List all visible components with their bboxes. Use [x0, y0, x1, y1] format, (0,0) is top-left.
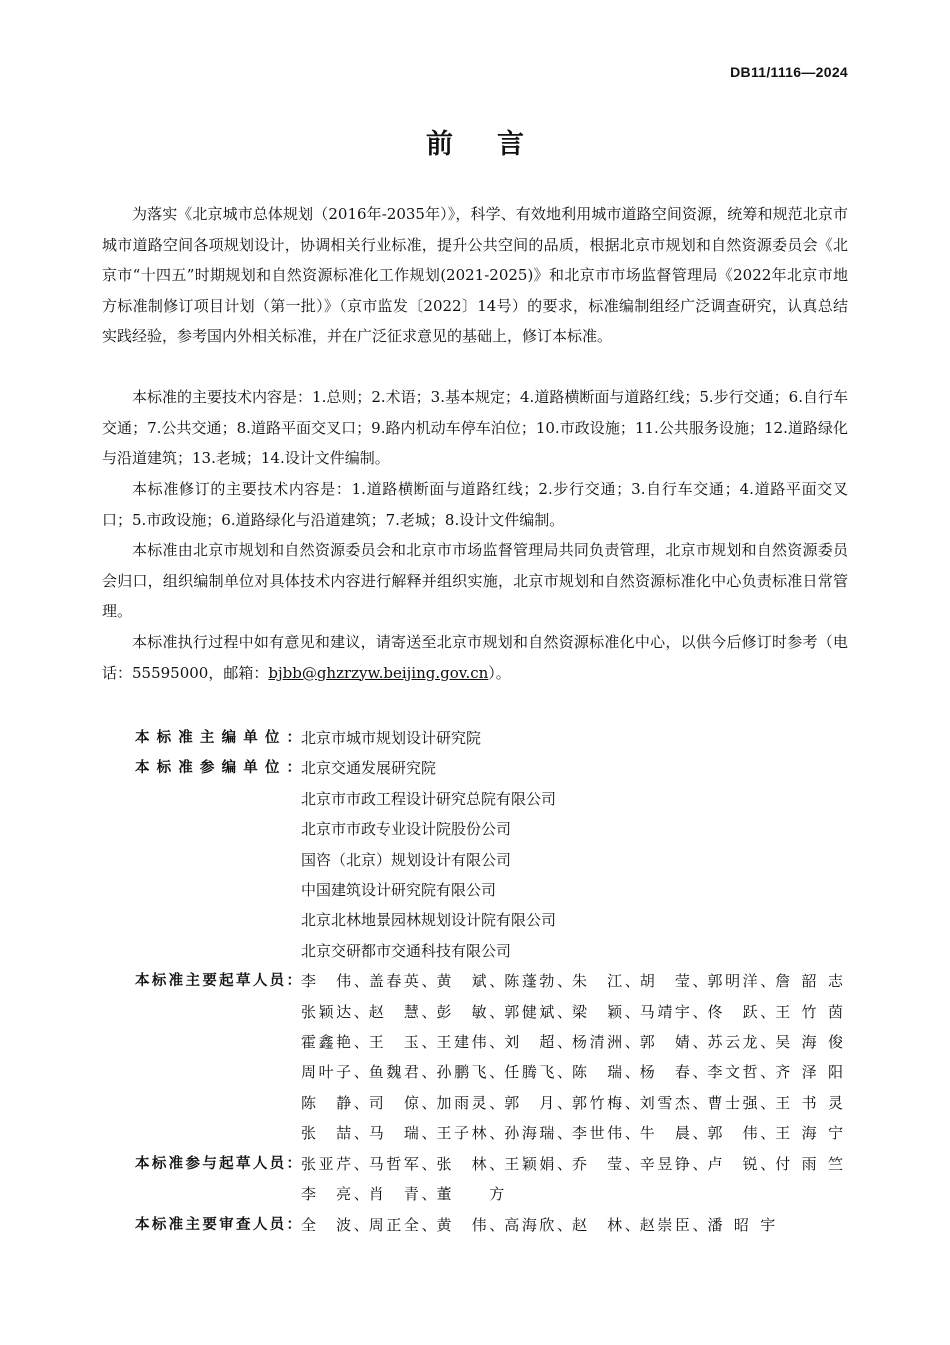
foreword-paragraph-3: 本标准修订的主要技术内容是：1.道路横断面与道路红线；2.步行交通；3.自行车交通；4.道路平面交叉口；5.市政设施；6.道路绿化与沿道建筑；7.老城；8.设计文件编制。 [102, 480, 848, 529]
page-title: 前言 [426, 129, 568, 160]
person-name: 王 玉、 [368, 1033, 437, 1052]
person-name: 乔 莹、 [572, 1154, 640, 1173]
person-name: 孙鹏飞、 [436, 1063, 505, 1082]
person-name: 陈 静、 [301, 1093, 369, 1112]
credits-section [135, 723, 850, 1240]
person-name: 李 亮、 [301, 1185, 369, 1204]
main-drafters-names [301, 966, 843, 1148]
chief-editor-value: 北京市城市规划设计研究院 [301, 729, 482, 747]
person-name: 李文哲、 [707, 1063, 776, 1082]
person-name: 孙海瑞、 [504, 1124, 572, 1143]
person-name: 胡 莹、 [639, 972, 708, 991]
person-name: 彭 敏、 [436, 1002, 505, 1021]
person-name: 郭 月、 [504, 1093, 572, 1112]
person-name: 辛昱铮、 [639, 1154, 708, 1173]
person-name: 李世伟、 [572, 1124, 640, 1143]
person-name: 王竹茵 [775, 1002, 843, 1021]
co-editors-list [301, 753, 850, 966]
person-name: 马 瑞、 [368, 1124, 437, 1143]
contact-text: 本标准执行过程中如有意见和建议，请寄送至北京市规划和自然资源标准化中心，以供今后修订时参考（电话：55595000，邮箱： [102, 633, 848, 682]
person-name: 张颖达、 [301, 1002, 369, 1021]
person-name: 王建伟、 [436, 1033, 505, 1052]
person-name: 马靖宇、 [639, 1002, 708, 1021]
person-name: 周正全、 [368, 1215, 437, 1234]
co-editor-organization: 北京市市政专业设计院股份公司 [301, 820, 512, 839]
person-name: 郭竹梅、 [572, 1093, 640, 1112]
person-name: 任腾飞、 [504, 1063, 572, 1082]
person-name: 陈蓬勃、 [504, 972, 572, 991]
person-name: 刘雪杰、 [639, 1093, 708, 1112]
person-name: 肖 青、 [368, 1185, 437, 1204]
person-name: 郭 婧、 [639, 1033, 708, 1052]
person-name: 王颖娟、 [504, 1154, 572, 1173]
foreword-paragraph-1: 为落实《北京城市总体规划（2016年-2035年）》，科学、有效地利用城市道路空间资源，统筹和规范北京市城市道路空间各项规划设计，协调相关行业标准，提升公共空间的品质，根据北京市规划和自然资源委员会《北京市“十四五”时期规划和自然资源标准化工作规划(2021-2025)》和北京市市场监督管理局《2022年北京市地方标准制修订项目计划（第一批）》（京市监发〔2022〕14号）的要求，标准编制组经广泛调查研究，认真总结实践经验，参考国内外相关标准，并在广泛征求意见的基础上，修订本标准。 [102, 205, 848, 345]
person-name: 苏云龙、 [707, 1033, 776, 1052]
person-name: 加雨灵、 [436, 1093, 505, 1112]
person-name: 刘 超、 [504, 1033, 572, 1052]
standard-code: DB11/1116—2024 [730, 64, 848, 80]
main-reviewers-row [135, 1210, 850, 1240]
co-editor-organization: 北京市市政工程设计研究总院有限公司 [301, 789, 557, 808]
person-name: 陈 瑞、 [572, 1063, 640, 1082]
person-name: 赵 林、 [572, 1215, 640, 1234]
contact-paragraph [102, 627, 848, 688]
participating-drafters-label: 本标准参与起草人员： [135, 1155, 301, 1172]
person-name: 吴海俊 [775, 1033, 843, 1052]
main-reviewers-label: 本标准主要审查人员： [135, 1216, 301, 1233]
person-name: 郭健斌、 [504, 1002, 572, 1021]
contact-text-end: ）。 [488, 663, 511, 682]
main-drafters-row [135, 966, 850, 1148]
person-name: 牛 晨、 [639, 1124, 708, 1143]
co-editor-organization: 北京交通发展研究院 [301, 759, 437, 778]
chief-editor-label: 本标准主编单位： [135, 730, 301, 746]
co-editor-organization: 中国建筑设计研究院有限公司 [301, 881, 497, 900]
person-name: 高海欣、 [504, 1215, 572, 1234]
person-name: 赵崇臣、 [639, 1215, 708, 1234]
person-name: 郭明洋、 [707, 972, 776, 991]
co-editors-label: 本标准参编单位： [135, 760, 301, 777]
person-name: 李 伟、 [301, 972, 369, 991]
person-name: 张 林、 [436, 1154, 505, 1173]
person-name: 王子林、 [436, 1124, 505, 1143]
person-name: 盖春英、 [368, 972, 437, 991]
person-name: 朱 江、 [572, 972, 640, 991]
person-name: 卢 锐、 [707, 1154, 776, 1173]
person-name: 詹韶志 [775, 972, 843, 991]
person-name: 全 波、 [301, 1215, 369, 1234]
co-editors-row [135, 753, 850, 966]
person-name: 黄 伟、 [436, 1215, 505, 1234]
person-name: 郭 伟、 [707, 1124, 776, 1143]
person-name: 潘昭宇 [707, 1215, 776, 1234]
person-name: 佟 跃、 [707, 1002, 776, 1021]
main-drafters-label: 本标准主要起草人员： [135, 973, 301, 990]
participating-drafters-names [301, 1149, 843, 1210]
person-name: 司 倞、 [368, 1093, 437, 1112]
person-name: 梁 颖、 [572, 1002, 640, 1021]
person-name: 黄 斌、 [436, 972, 505, 991]
person-name: 杨 春、 [639, 1063, 708, 1082]
person-name: 杨清洲、 [572, 1033, 640, 1052]
person-name: 赵 慧、 [368, 1002, 437, 1021]
foreword-paragraph-2: 本标准的主要技术内容是：1.总则；2.术语；3.基本规定；4.道路横断面与道路红线；5.步行交通；6.自行车交通；7.公共交通；8.道路平面交叉口；9.路内机动车停车泊位；10.市政设施；11.公共服务设施；12.道路绿化与沿道建筑；13.老城；14.设计文件编制。 [102, 388, 848, 467]
person-name: 王书灵 [775, 1093, 843, 1112]
foreword-paragraph-4: 本标准由北京市规划和自然资源委员会和北京市市场监督管理局共同负责管理，北京市规划和自然资源委员会归口，组织编制单位对具体技术内容进行解释并组织实施，北京市规划和自然资源标准化中心负责标准日常管理。 [102, 541, 848, 620]
participating-drafters-row [135, 1149, 850, 1210]
co-editor-organization: 北京北林地景园林规划设计院有限公司 [301, 911, 557, 930]
person-name: 王海宁 [775, 1124, 843, 1143]
person-name: 曹士强、 [707, 1093, 776, 1112]
person-name: 付雨竺 [775, 1154, 843, 1173]
person-name: 张 喆、 [301, 1124, 369, 1143]
person-name: 周叶子、 [301, 1063, 369, 1082]
co-editor-organization: 国咨（北京）规划设计有限公司 [301, 850, 512, 869]
person-name: 张亚芹、 [301, 1154, 369, 1173]
person-name: 马哲军、 [368, 1154, 437, 1173]
contact-email-link[interactable]: bjbb@ghzrzyw.beijing.gov.cn [268, 663, 489, 682]
person-name: 齐泽阳 [775, 1063, 843, 1082]
person-name: 董 方 [436, 1185, 505, 1204]
main-reviewers-names [301, 1210, 843, 1240]
chief-editor-row [135, 723, 850, 753]
person-name: 霍鑫艳、 [301, 1033, 369, 1052]
co-editor-organization: 北京交研都市交通科技有限公司 [301, 941, 512, 960]
person-name: 鱼魏君、 [368, 1063, 437, 1082]
